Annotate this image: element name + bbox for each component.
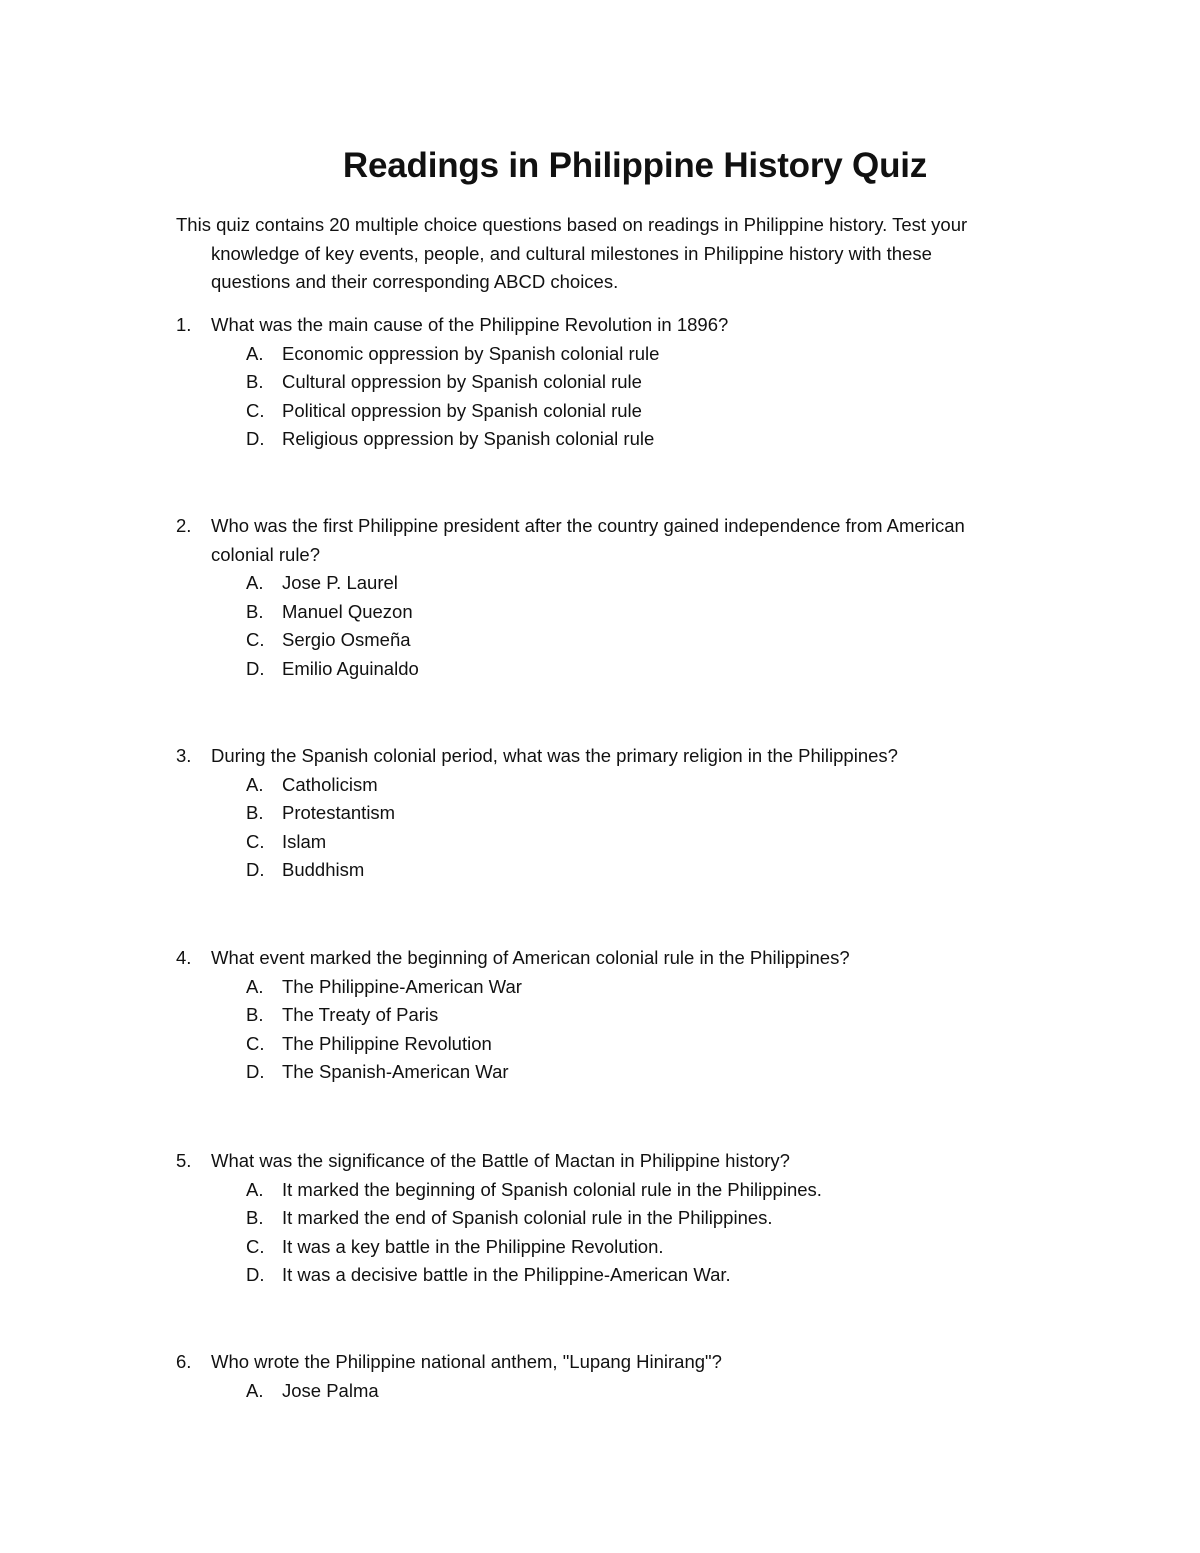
question-3 <box>176 742 1076 885</box>
choice-letter: C. <box>246 629 265 650</box>
choice-text: The Treaty of Paris <box>282 1004 439 1025</box>
question-text: Who was the first Philippine president after the country gained independence from American <box>211 515 965 536</box>
choice-text: Sergio Osmeña <box>282 629 411 650</box>
choice-letter: C. <box>246 399 265 421</box>
page-title: Readings in Philippine History Quiz <box>342 146 928 185</box>
choice-text: The Philippine-American War <box>282 975 522 997</box>
choice-text: Political oppression by Spanish colonial rule <box>282 399 642 421</box>
question-stem <box>176 944 1076 973</box>
question-stem <box>176 1348 1076 1377</box>
choice-d <box>176 425 1076 454</box>
intro-line: knowledge of key events, people, and cultural milestones in Philippine history with these <box>211 242 932 264</box>
choice-text: Jose P. Laurel <box>282 572 398 593</box>
question-number: 5. <box>176 1150 192 1171</box>
choice-letter: D. <box>246 859 265 880</box>
question-text: During the Spanish colonial period, what was the primary religion in the Philippines? <box>211 745 898 766</box>
choice-letter: D. <box>246 657 265 679</box>
choice-letter: A. <box>246 1379 264 1401</box>
choice-text: Protestantism <box>282 802 396 823</box>
question-text: Who wrote the Philippine national anthem, "Lupang Hinirang"? <box>211 1351 722 1372</box>
choice-a <box>176 1377 1076 1406</box>
choice-b <box>176 799 1076 828</box>
choice-letter: D. <box>246 428 265 449</box>
choice-letter: A. <box>246 342 264 364</box>
choice-letter: A. <box>246 975 264 997</box>
choice-letter: B. <box>246 600 264 622</box>
choice-b <box>176 1204 1076 1233</box>
intro-line: This quiz contains 20 multiple choice questions based on readings in Philippine history. Test your <box>176 214 968 235</box>
question-number: 3. <box>176 745 192 766</box>
choice-text: Economic oppression by Spanish colonial rule <box>282 342 660 364</box>
choice-text: The Spanish-American War <box>282 1061 509 1082</box>
question-stem <box>176 1147 1076 1176</box>
choice-c <box>176 397 1076 426</box>
choice-d <box>176 1261 1076 1290</box>
choice-a <box>176 1176 1076 1205</box>
choice-a <box>176 569 1076 598</box>
question-5 <box>176 1147 1076 1290</box>
choice-text: It marked the beginning of Spanish colonial rule in the Philippines. <box>282 1178 822 1200</box>
choice-text: Jose Palma <box>282 1379 379 1401</box>
choice-text: Religious oppression by Spanish colonial rule <box>282 428 655 449</box>
choice-c <box>176 1233 1076 1262</box>
question-stem-continued <box>176 541 1076 570</box>
question-1 <box>176 311 1076 454</box>
choice-text: Catholicism <box>282 773 378 795</box>
choice-letter: D. <box>246 1061 265 1082</box>
choice-letter: D. <box>246 1264 265 1285</box>
question-stem <box>176 512 1076 541</box>
choice-letter: A. <box>246 1178 264 1200</box>
question-stem <box>176 311 1076 340</box>
choice-b <box>176 368 1076 397</box>
choice-text: It marked the end of Spanish colonial rule in the Philippines. <box>282 1207 773 1228</box>
choice-d <box>176 655 1076 684</box>
choice-letter: C. <box>246 830 265 852</box>
choice-text: The Philippine Revolution <box>282 1032 492 1054</box>
choice-text: Manuel Quezon <box>282 600 413 622</box>
question-2 <box>176 512 1076 683</box>
question-number: 2. <box>176 515 192 536</box>
question-text: What event marked the beginning of American colonial rule in the Philippines? <box>211 947 850 968</box>
question-text: colonial rule? <box>211 543 321 565</box>
intro-line: questions and their corresponding ABCD choices. <box>211 271 619 292</box>
choice-text: Cultural oppression by Spanish colonial rule <box>282 371 642 392</box>
choice-a <box>176 973 1076 1002</box>
choice-letter: B. <box>246 371 264 392</box>
question-number: 4. <box>176 947 192 968</box>
choice-b <box>176 1001 1076 1030</box>
choice-d <box>176 856 1076 885</box>
choice-text: It was a decisive battle in the Philippine-American War. <box>282 1264 731 1285</box>
question-stem <box>176 742 1076 771</box>
question-number: 6. <box>176 1351 192 1372</box>
choice-text: Buddhism <box>282 859 365 880</box>
choice-letter: C. <box>246 1032 265 1054</box>
intro-paragraph <box>176 211 1056 297</box>
choice-letter: B. <box>246 1004 264 1025</box>
choice-c <box>176 626 1076 655</box>
choice-letter: A. <box>246 572 264 593</box>
choice-letter: B. <box>246 802 264 823</box>
choice-text: Islam <box>282 830 327 852</box>
choice-a <box>176 771 1076 800</box>
choice-text: It was a key battle in the Philippine Revolution. <box>282 1235 664 1257</box>
choice-text: Emilio Aguinaldo <box>282 657 419 679</box>
choice-b <box>176 598 1076 627</box>
question-text: What was the significance of the Battle of Mactan in Philippine history? <box>211 1150 790 1171</box>
question-number: 1. <box>176 314 192 335</box>
choice-letter: C. <box>246 1235 265 1257</box>
choice-c <box>176 828 1076 857</box>
choice-a <box>176 340 1076 369</box>
choice-d <box>176 1058 1076 1087</box>
choice-c <box>176 1030 1076 1059</box>
question-6 <box>176 1348 1076 1405</box>
choice-letter: A. <box>246 773 264 795</box>
choice-letter: B. <box>246 1207 264 1228</box>
question-4 <box>176 944 1076 1087</box>
question-text: What was the main cause of the Philippine Revolution in 1896? <box>211 314 729 335</box>
